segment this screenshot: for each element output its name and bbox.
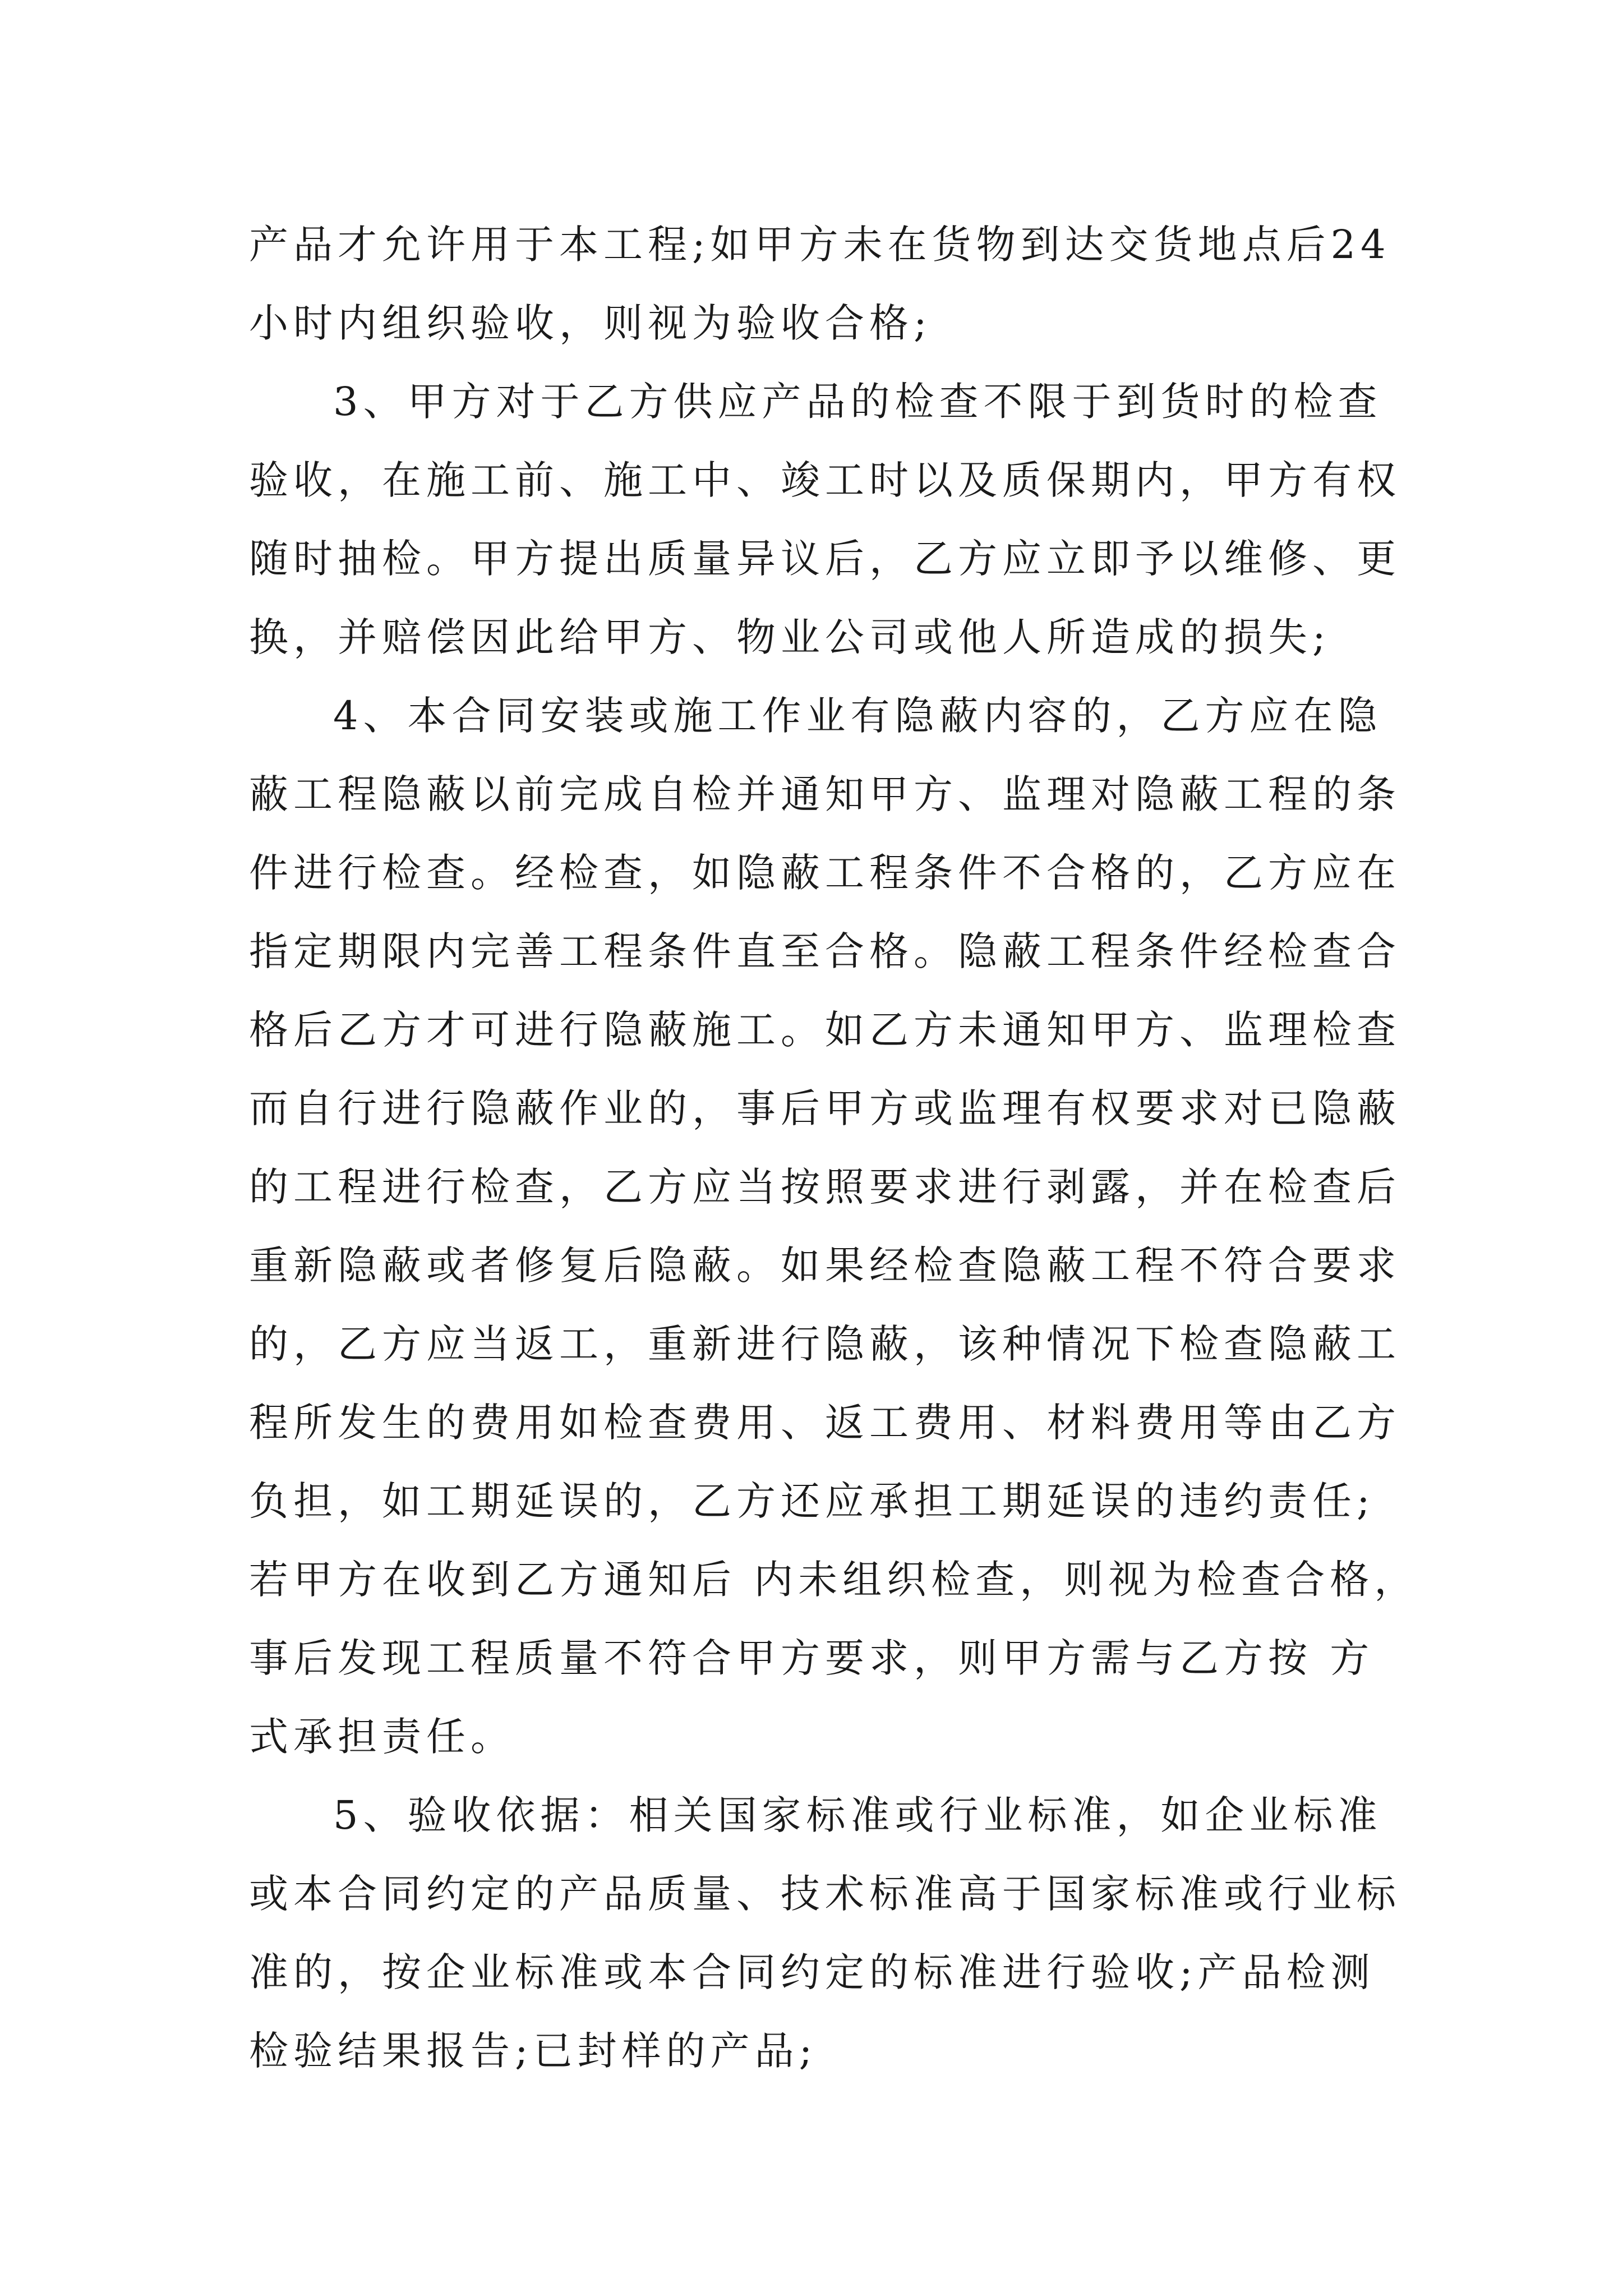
text-line: 式承担责任。 (249, 1714, 515, 1760)
text-line: 事后发现工程质量不符合甲方要求，则甲方需与乙方按 方 (249, 1635, 1375, 1681)
text-line: 负担，如工期延误的，乙方还应承担工期延误的违约责任; (249, 1478, 1375, 1524)
text-line: 产品才允许用于本工程;如甲方未在货物到达交货地点后24 (249, 222, 1391, 268)
paragraph-5-start: 5、验收依据：相关国家标准或行业标准，如企业标准 (333, 1792, 1382, 1838)
text-line: 若甲方在收到乙方通知后 内未组织检查，则视为检查合格， (249, 1557, 1419, 1603)
text-line: 验收，在施工前、施工中、竣工时以及质保期内，甲方有权 (249, 457, 1401, 503)
text-line: 随时抽检。甲方提出质量异议后，乙方应立即予以维修、更 (249, 536, 1401, 582)
text-line: 件进行检查。经检查，如隐蔽工程条件不合格的，乙方应在 (249, 850, 1401, 896)
text-line: 准的，按企业标准或本合同约定的标准进行验收;产品检测 (249, 1949, 1375, 1995)
text-line: 小时内组织验收，则视为验收合格; (249, 300, 932, 346)
paragraph-4-start: 4、本合同安装或施工作业有隐蔽内容的，乙方应在隐 (333, 693, 1382, 739)
text-line: 或本合同约定的产品质量、技术标准高于国家标准或行业标 (249, 1871, 1401, 1917)
text-line: 的，乙方应当返工，重新进行隐蔽，该种情况下检查隐蔽工 (249, 1321, 1401, 1367)
text-line: 而自行进行隐蔽作业的，事后甲方或监理有权要求对已隐蔽 (249, 1085, 1401, 1131)
text-line: 检验结果报告;已封样的产品; (249, 2028, 818, 2074)
text-line: 换，并赔偿因此给甲方、物业公司或他人所造成的损失; (249, 614, 1331, 660)
paragraph-3-start: 3、甲方对于乙方供应产品的检查不限于到货时的检查 (333, 379, 1382, 425)
text-line: 的工程进行检查，乙方应当按照要求进行剥露，并在检查后 (249, 1164, 1401, 1210)
text-line: 程所发生的费用如检查费用、返工费用、材料费用等由乙方 (249, 1400, 1401, 1446)
text-line: 格后乙方才可进行隐蔽施工。如乙方未通知甲方、监理检查 (249, 1007, 1401, 1053)
text-line: 指定期限内完善工程条件直至合格。隐蔽工程条件经检查合 (249, 928, 1401, 974)
text-line: 重新隐蔽或者修复后隐蔽。如果经检查隐蔽工程不符合要求 (249, 1243, 1401, 1289)
text-line: 蔽工程隐蔽以前完成自检并通知甲方、监理对隐蔽工程的条 (249, 771, 1401, 817)
